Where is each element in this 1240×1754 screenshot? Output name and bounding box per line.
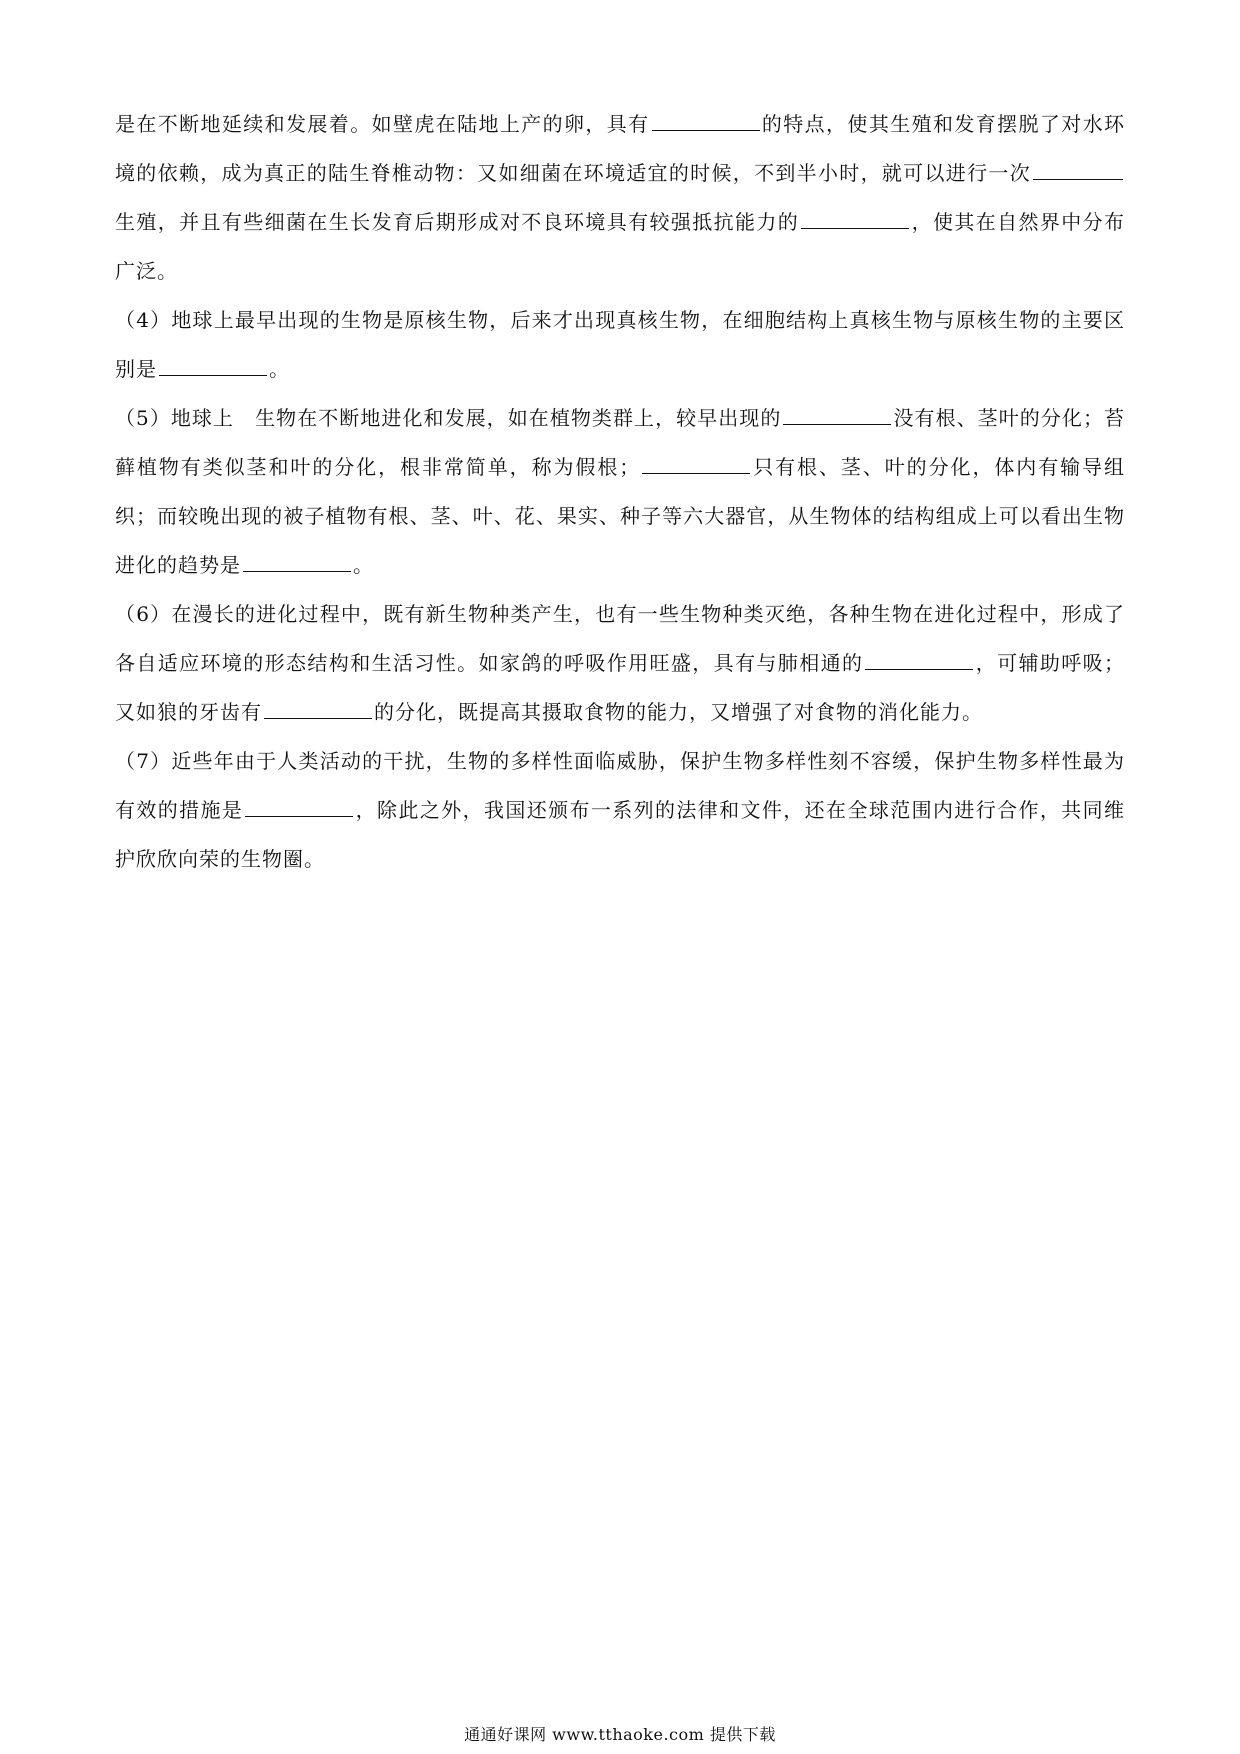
- text-segment: ，可辅助呼吸；又如狼的牙齿有: [115, 651, 1126, 724]
- text-segment: （5）地球上 生物在不断地进化和发展，如在植物类群上，较早出现的: [115, 406, 782, 430]
- answer-blank: [783, 404, 891, 425]
- answer-blank: [801, 208, 909, 229]
- answer-blank: [264, 698, 372, 719]
- text-segment: 的分化，既提高其摄取食物的能力，又增强了对食物的消化能力。: [374, 700, 983, 724]
- text-segment: 。: [269, 357, 290, 381]
- answer-blank: [642, 453, 750, 474]
- answer-blank: [159, 355, 267, 376]
- text-segment: 是在不断地延续和发展着。如壁虎在陆地上产的卵，具有: [115, 112, 650, 136]
- paragraph-6: [115, 590, 1125, 737]
- text-segment: ，除此之外，我国还颁布一系列的法律和文件，还在全球范围内进行合作，共同维护欣欣向荣的生物圈。: [115, 798, 1126, 871]
- answer-blank: [1033, 159, 1123, 180]
- text-segment: 生殖，并且有些细菌在生长发育后期形成对不良环境具有较强抵抗能力的: [115, 210, 800, 234]
- answer-blank: [243, 551, 351, 572]
- answer-blank: [245, 796, 353, 817]
- paragraph-5: [115, 394, 1125, 590]
- answer-blank: [652, 110, 760, 131]
- text-segment: （4）地球上最早出现的生物是原核生物，后来才出现真核生物，在细胞结构上真核生物与原核生物的主要区别是: [115, 308, 1125, 381]
- paragraph-3-continued: [115, 100, 1125, 296]
- text-segment: 。: [353, 553, 374, 577]
- text-segment: 只有根、茎、叶的分化，体内有输导组织；而较晚出现的被子植物有根、茎、叶、花、果实、种子等六大器官，从生物体的结构组成上可以看出生物进化的趋势是: [115, 455, 1126, 577]
- page-footer: 通通好课网 www.tthaoke.com 提供下载: [464, 1725, 776, 1744]
- text-segment: 的特点，使其生殖和发育摆脱了对水环境的依赖，成为真正的陆生脊椎动物：又如细菌在环境适宜的时候，不到半小时，就可以进行一次: [115, 112, 1126, 185]
- paragraph-4: [115, 296, 1125, 394]
- paragraph-7: [115, 737, 1125, 884]
- question-text-body: [115, 100, 1125, 884]
- text-segment: 没有根、茎叶的分化；苔藓植物有类似茎和叶的分化，根非常简单，称为假根；: [115, 406, 1126, 479]
- text-segment: （7）近些年由于人类活动的干扰，生物的多样性面临威胁，保护生物多样性刻不容缓，保护生物多样性最为有效的措施是: [115, 749, 1125, 822]
- answer-blank: [865, 649, 973, 670]
- text-segment: （6）在漫长的进化过程中，既有新生物种类产生，也有一些生物种类灭绝，各种生物在进化过程中，形成了各自适应环境的形态结构和生活习性。如家鸽的呼吸作用旺盛，具有与肺相通的: [115, 602, 1125, 675]
- text-segment: ，使其在自然界中分布广泛。: [115, 210, 1126, 283]
